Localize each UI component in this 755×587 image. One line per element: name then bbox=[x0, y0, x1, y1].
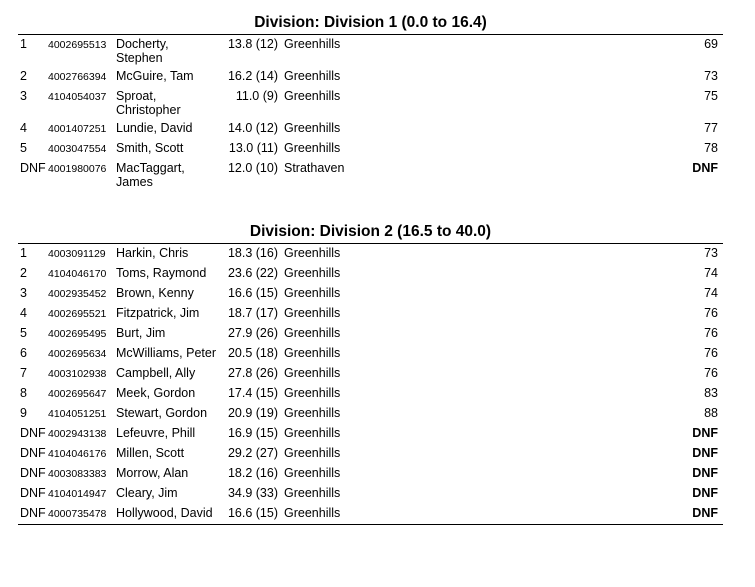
player-name: Meek, Gordon bbox=[116, 386, 196, 400]
division-title: Division: Division 2 (16.5 to 40.0) bbox=[249, 223, 492, 240]
player-name: Stewart, Gordon bbox=[116, 406, 208, 420]
result-row bbox=[18, 284, 723, 304]
player-name: Docherty, Stephen bbox=[116, 37, 169, 65]
handicap: 18.3 (16) bbox=[227, 246, 278, 260]
club: Greenhills bbox=[284, 69, 341, 83]
player-name: Lundie, David bbox=[116, 121, 193, 135]
club: Greenhills bbox=[284, 246, 341, 260]
member-id: 4003102938 bbox=[48, 368, 107, 380]
score: 76 bbox=[704, 306, 718, 320]
score: DNF bbox=[692, 506, 718, 520]
member-id: 4104046176 bbox=[48, 448, 107, 460]
position: 5 bbox=[20, 141, 27, 155]
score: 73 bbox=[704, 69, 718, 83]
club: Strathaven bbox=[284, 161, 345, 175]
handicap: 27.8 (26) bbox=[227, 366, 278, 380]
player-name: Hollywood, David bbox=[116, 506, 213, 520]
player-name: Morrow, Alan bbox=[116, 466, 189, 480]
score: DNF bbox=[692, 426, 718, 440]
handicap: 12.0 (10) bbox=[227, 161, 278, 175]
position: 3 bbox=[20, 286, 27, 300]
player-name: Lefeuvre, Phill bbox=[116, 426, 196, 440]
score: 76 bbox=[704, 366, 718, 380]
result-row bbox=[18, 35, 723, 67]
score: 73 bbox=[704, 246, 718, 260]
result-row bbox=[18, 324, 723, 344]
result-row bbox=[18, 364, 723, 384]
handicap: 20.9 (19) bbox=[227, 406, 278, 420]
score: 69 bbox=[704, 37, 718, 51]
handicap: 20.5 (18) bbox=[227, 346, 278, 360]
score: 88 bbox=[704, 406, 718, 420]
member-id: 4003091129 bbox=[48, 248, 106, 260]
club: Greenhills bbox=[284, 486, 341, 500]
handicap: 11.0 (9) bbox=[235, 89, 278, 103]
member-id: 4104054037 bbox=[48, 91, 107, 103]
member-id: 4002935452 bbox=[48, 288, 107, 300]
position: 7 bbox=[20, 366, 27, 380]
member-id: 4002766394 bbox=[48, 71, 107, 83]
position: DNF bbox=[20, 506, 46, 520]
player-name: Fitzpatrick, Jim bbox=[116, 306, 200, 320]
club: Greenhills bbox=[284, 266, 341, 280]
position: 9 bbox=[20, 406, 27, 420]
score: DNF bbox=[692, 446, 718, 460]
result-row bbox=[18, 504, 723, 524]
score: 74 bbox=[704, 266, 718, 280]
position: 4 bbox=[20, 306, 27, 320]
club: Greenhills bbox=[284, 386, 341, 400]
handicap: 29.2 (27) bbox=[227, 446, 278, 460]
player-name: Smith, Scott bbox=[116, 141, 184, 155]
score: DNF bbox=[692, 161, 718, 175]
club: Greenhills bbox=[284, 121, 341, 135]
division-title: Division: Division 1 (0.0 to 16.4) bbox=[254, 14, 487, 31]
result-row bbox=[18, 444, 723, 464]
result-row bbox=[18, 484, 723, 504]
club: Greenhills bbox=[284, 446, 341, 460]
position: 1 bbox=[20, 37, 27, 51]
player-name: McGuire, Tam bbox=[116, 69, 194, 83]
member-id: 4001407251 bbox=[48, 123, 107, 135]
position: 2 bbox=[20, 266, 27, 280]
handicap: 13.0 (11) bbox=[228, 141, 278, 155]
player-name: Toms, Raymond bbox=[116, 266, 207, 280]
result-row bbox=[18, 119, 723, 139]
player-name: Cleary, Jim bbox=[116, 486, 178, 500]
member-id: 4001980076 bbox=[48, 163, 107, 175]
position: DNF bbox=[20, 426, 46, 440]
member-id: 4104046170 bbox=[48, 268, 107, 280]
handicap: 23.6 (22) bbox=[227, 266, 278, 280]
handicap: 14.0 (12) bbox=[227, 121, 278, 135]
result-row bbox=[18, 87, 723, 119]
member-id: 4003047554 bbox=[48, 143, 107, 155]
member-id: 4104051251 bbox=[48, 408, 107, 420]
division-2-section bbox=[18, 221, 723, 525]
handicap: 16.6 (15) bbox=[227, 286, 278, 300]
member-id: 4002695495 bbox=[48, 328, 107, 340]
result-row bbox=[18, 244, 723, 264]
position: DNF bbox=[20, 466, 46, 480]
club: Greenhills bbox=[284, 89, 341, 103]
club: Greenhills bbox=[284, 506, 341, 520]
handicap: 17.4 (15) bbox=[227, 386, 278, 400]
position: 5 bbox=[20, 326, 27, 340]
club: Greenhills bbox=[284, 346, 341, 360]
player-name: Brown, Kenny bbox=[116, 286, 194, 300]
division-1-section bbox=[18, 12, 723, 191]
position: 4 bbox=[20, 121, 27, 135]
score: DNF bbox=[692, 466, 718, 480]
result-row bbox=[18, 404, 723, 424]
result-row bbox=[18, 344, 723, 364]
result-row bbox=[18, 159, 723, 191]
club: Greenhills bbox=[284, 426, 341, 440]
handicap: 18.2 (16) bbox=[227, 466, 278, 480]
score: 77 bbox=[704, 121, 718, 135]
club: Greenhills bbox=[284, 141, 341, 155]
result-row bbox=[18, 139, 723, 159]
handicap: 13.8 (12) bbox=[227, 37, 278, 51]
player-name: MacTaggart, James bbox=[116, 161, 185, 189]
score: DNF bbox=[692, 486, 718, 500]
position: 8 bbox=[20, 386, 27, 400]
member-id: 4104014947 bbox=[48, 488, 107, 500]
result-row bbox=[18, 464, 723, 484]
club: Greenhills bbox=[284, 286, 341, 300]
player-name: Harkin, Chris bbox=[116, 246, 189, 260]
score: 78 bbox=[704, 141, 718, 155]
handicap: 16.2 (14) bbox=[227, 69, 278, 83]
club: Greenhills bbox=[284, 406, 341, 420]
score: 75 bbox=[704, 89, 718, 103]
member-id: 4002695521 bbox=[48, 308, 107, 320]
divider bbox=[18, 524, 723, 525]
result-row bbox=[18, 304, 723, 324]
result-row bbox=[18, 424, 723, 444]
player-name: Sproat, Christopher bbox=[116, 89, 181, 117]
player-name: McWilliams, Peter bbox=[116, 346, 217, 360]
club: Greenhills bbox=[284, 306, 341, 320]
club: Greenhills bbox=[284, 37, 341, 51]
member-id: 4000735478 bbox=[48, 508, 107, 520]
result-row bbox=[18, 67, 723, 87]
position: 3 bbox=[20, 89, 27, 103]
position: 2 bbox=[20, 69, 27, 83]
member-id: 4002943138 bbox=[48, 428, 107, 440]
position: DNF bbox=[20, 161, 46, 175]
member-id: 4002695647 bbox=[48, 388, 107, 400]
position: DNF bbox=[20, 486, 46, 500]
club: Greenhills bbox=[284, 466, 341, 480]
club: Greenhills bbox=[284, 326, 341, 340]
score: 76 bbox=[704, 346, 718, 360]
result-row bbox=[18, 264, 723, 284]
club: Greenhills bbox=[284, 366, 341, 380]
member-id: 4002695634 bbox=[48, 348, 107, 360]
position: 1 bbox=[20, 246, 27, 260]
handicap: 16.6 (15) bbox=[227, 506, 278, 520]
member-id: 4002695513 bbox=[48, 39, 107, 51]
score: 83 bbox=[704, 386, 718, 400]
member-id: 4003083383 bbox=[48, 468, 107, 480]
player-name: Burt, Jim bbox=[116, 326, 166, 340]
handicap: 34.9 (33) bbox=[227, 486, 278, 500]
player-name: Campbell, Ally bbox=[116, 366, 196, 380]
score: 74 bbox=[704, 286, 718, 300]
player-name: Millen, Scott bbox=[116, 446, 185, 460]
handicap: 18.7 (17) bbox=[227, 306, 278, 320]
score: 76 bbox=[704, 326, 718, 340]
position: 6 bbox=[20, 346, 27, 360]
handicap: 27.9 (26) bbox=[227, 326, 278, 340]
handicap: 16.9 (15) bbox=[227, 426, 278, 440]
position: DNF bbox=[20, 446, 46, 460]
result-row bbox=[18, 384, 723, 404]
